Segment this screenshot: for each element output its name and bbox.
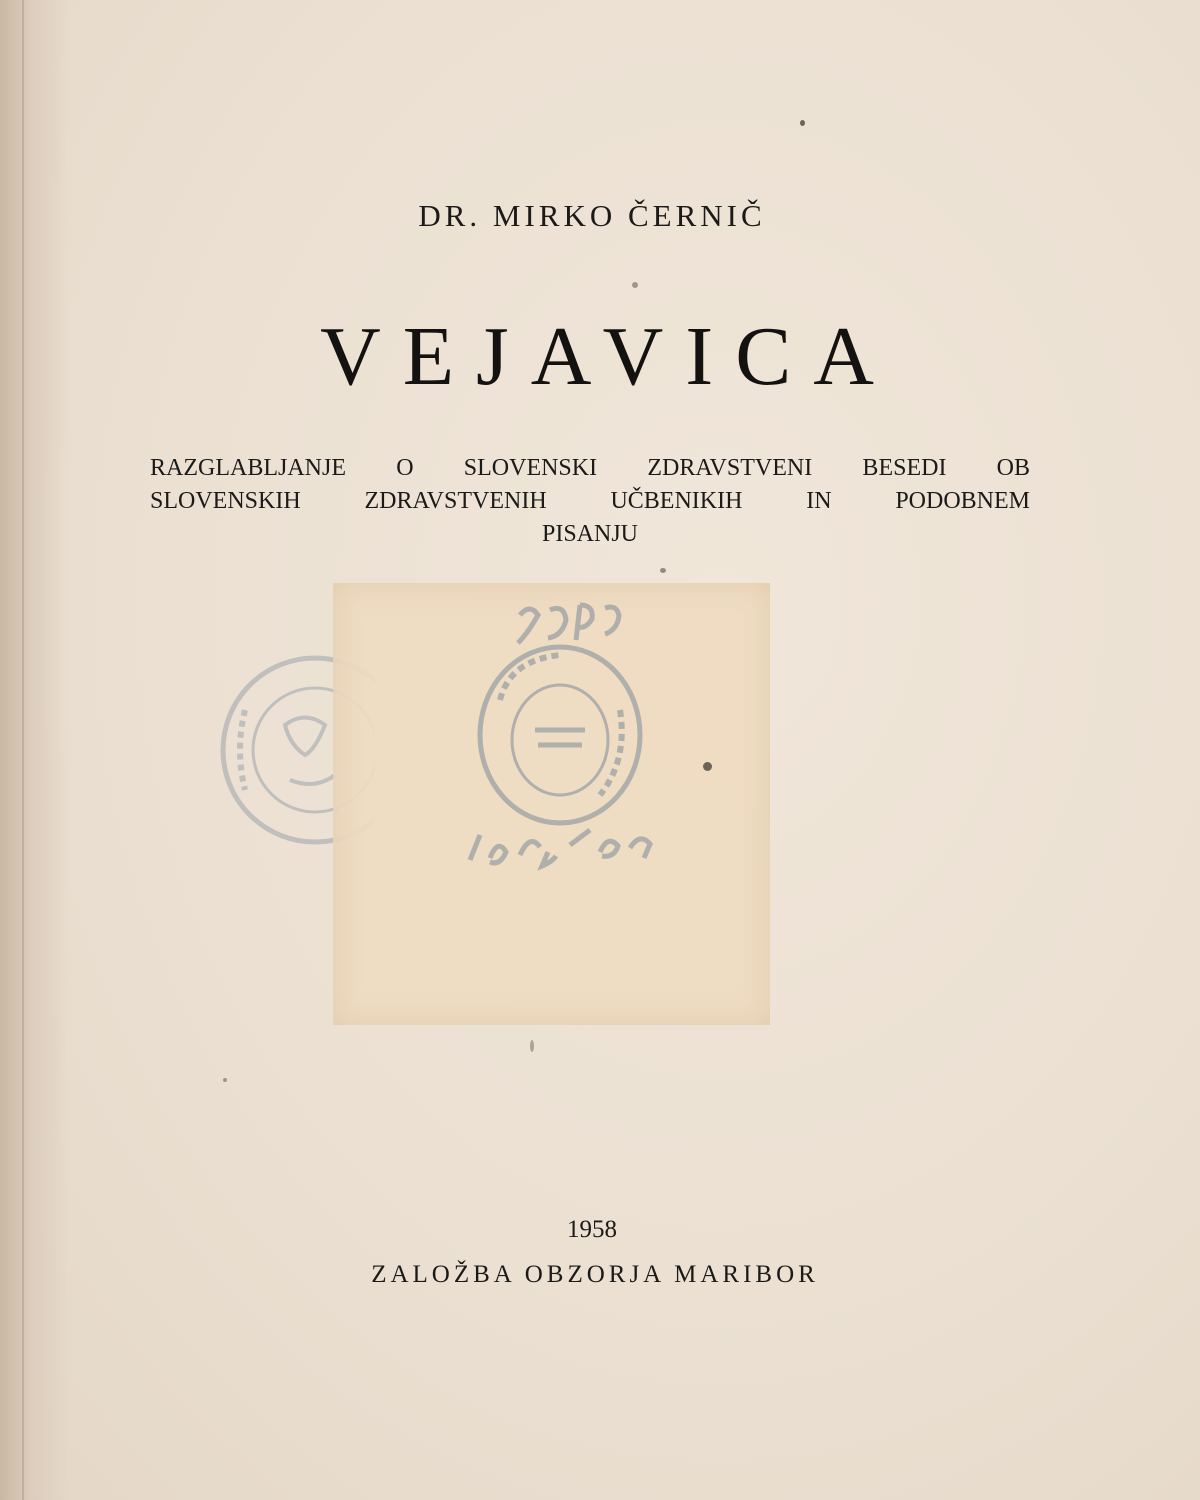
inventory-stamp-icon [440,590,730,890]
publisher-name: ZALOŽBA OBZORJA MARIBOR [371,1261,819,1288]
subtitle-line-2: SLOVENSKIH ZDRAVSTVENIH UČBENIKIH IN PODOBNEM [150,488,1030,514]
subtitle-line-1: RAZGLABLJANJE O SLOVENSKI ZDRAVSTVENI BESEDI OB [150,455,1030,481]
paper-speck [703,762,712,771]
paper-speck [530,1040,534,1052]
subtitle-line-3: PISANJU [541,521,639,547]
paper-speck [223,1078,227,1082]
book-title: VEJAVICA [320,310,896,403]
paper-speck [800,120,805,126]
author-name: DR. MIRKO ČERNIČ [418,198,766,233]
book-subtitle [150,452,1030,551]
publication-year: 1958 [567,1216,617,1243]
paper-speck [660,568,666,573]
paper-speck [632,282,638,288]
